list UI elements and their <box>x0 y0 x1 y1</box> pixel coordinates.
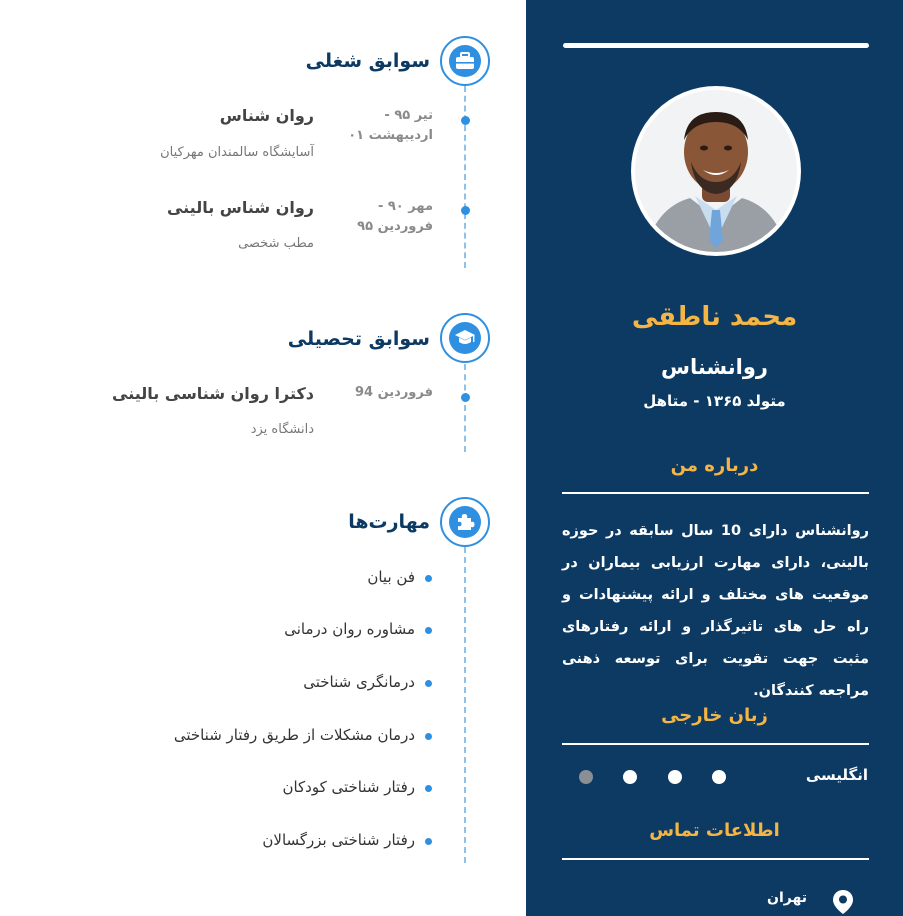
contact-divider <box>562 858 869 860</box>
skills-heading: مهارت‌ها <box>348 511 430 533</box>
skills-timeline <box>464 547 466 863</box>
skill-bullet <box>425 575 432 582</box>
work-item-place: آسایشگاه سالمندان مهرکیان <box>160 145 314 160</box>
skill-item: درمانگری شناختی <box>303 673 415 691</box>
language-name: انگلیسی <box>805 766 868 784</box>
education-section-badge <box>440 313 490 363</box>
work-section-badge <box>440 36 490 86</box>
contact-city: تهران <box>767 890 807 906</box>
skill-item: مشاوره روان درمانی <box>284 620 415 638</box>
work-item-bullet <box>461 206 470 215</box>
briefcase-icon <box>455 52 475 70</box>
profile-name: محمد ناطقی <box>631 302 798 332</box>
graduation-cap-icon <box>454 329 476 347</box>
about-text: روانشناس دارای 10 سال سابقه در حوزه بالینی، دارای مهارت ارزیابی بیماران در موقعیت های مختلف و ارائه پیشنهادات و راه حل های تاثیرگذار و ارائه رفتارهای مثبت جهت تقویت برای توسعه ذهنی مراجعه کنندگان. <box>562 523 869 699</box>
skill-bullet <box>425 627 432 634</box>
language-level-dot <box>668 770 682 784</box>
skills-section-badge <box>440 497 490 547</box>
skill-bullet <box>425 785 432 792</box>
person-portrait-icon <box>635 90 797 252</box>
profile-birth-status: متولد ۱۳۶۵ - متاهل <box>643 392 786 410</box>
puzzle-icon <box>455 512 475 532</box>
education-item-place: دانشگاه یزد <box>250 422 314 437</box>
location-pin-icon <box>832 889 854 915</box>
profile-role: روانشناس <box>660 355 769 379</box>
skill-item: رفتار شناختی بزرگسالان <box>262 831 415 849</box>
skill-item: رفتار شناختی کودکان <box>282 778 415 796</box>
skill-bullet <box>425 733 432 740</box>
language-level-dot <box>712 770 726 784</box>
education-timeline <box>464 364 466 452</box>
skill-item: درمان مشکلات از طریق رفتار شناختی <box>173 726 415 744</box>
sidebar-top-bar <box>563 43 869 48</box>
about-divider <box>562 492 869 494</box>
work-item-bullet <box>461 116 470 125</box>
work-heading: سوابق شغلی <box>305 50 430 72</box>
skill-item: فن بیان <box>367 568 415 586</box>
languages-divider <box>562 743 869 745</box>
contact-heading: اطلاعات تماس <box>649 820 780 841</box>
profile-photo <box>631 86 801 256</box>
work-item-title: روان شناس بالینی <box>166 198 314 217</box>
profile-sidebar <box>526 0 903 916</box>
work-item-title: روان شناس <box>219 106 314 125</box>
education-heading: سوابق تحصیلی <box>287 328 430 350</box>
language-level-dot <box>623 770 637 784</box>
languages-heading: زبان خارجی <box>661 705 768 726</box>
work-item-date: تیر ۹۵ - اردیبهشت ۰۱ <box>348 108 433 143</box>
work-timeline <box>464 86 466 268</box>
skill-bullet <box>425 680 432 687</box>
work-item-date: مهر ۹۰ - فروردین ۹۵ <box>357 199 433 234</box>
language-level-dot <box>579 770 593 784</box>
education-item-date: فروردین 94 <box>354 385 433 400</box>
skill-bullet <box>425 838 432 845</box>
work-item-place: مطب شخصی <box>238 236 314 251</box>
education-item-title: دکترا روان شناسی بالینی <box>112 384 314 403</box>
about-heading: درباره من <box>670 455 759 476</box>
education-item-bullet <box>461 393 470 402</box>
